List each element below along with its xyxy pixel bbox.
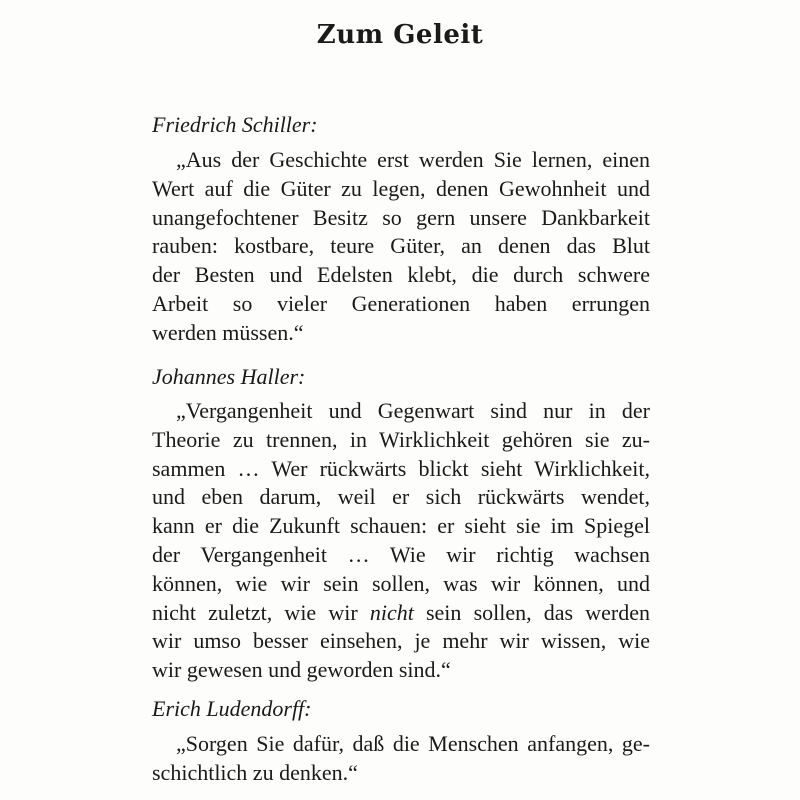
quote-line: Wert auf die Güter zu legen, denen Gewohnheit und	[152, 175, 650, 201]
quote-line: unangefochtener Besitz so gern unsere Dankbarkeit	[152, 204, 650, 230]
quote-line: rauben: kostbare, teure Güter, an denen das Blut	[152, 233, 650, 259]
quote-line: der Vergangenheit … Wie wir richtig wachsen	[152, 541, 650, 567]
quote-line: „Vergangenheit und Gegenwart sind nur in der	[176, 398, 650, 423]
quote-author-schiller: Friedrich Schiller:	[152, 112, 318, 137]
quote-line: Arbeit so vieler Generationen haben errungen	[152, 290, 650, 316]
quote-line-part: sein sollen, das werden	[425, 599, 650, 625]
quote-author-haller: Johannes Haller:	[152, 364, 306, 389]
quote-ludendorff	[152, 730, 650, 788]
page-title: Zum Geleit	[316, 20, 484, 50]
quote-line: kann er die Zukunft schauen: er sieht sie im Spiegel	[152, 513, 650, 539]
quote-line: sammen … Wer rückwärts blickt sieht Wirklichkeit,	[152, 455, 650, 481]
quote-haller	[152, 397, 650, 685]
quote-line: und eben darum, weil er sich rückwärts wendet,	[152, 484, 650, 510]
quote-line: werden müssen.“	[152, 319, 304, 345]
quote-line: der Besten und Edelsten klebt, die durch schwere	[152, 262, 650, 288]
quote-schiller	[152, 146, 650, 348]
quote-line: wir umso besser einsehen, je mehr wir wissen, wie	[152, 628, 650, 654]
quote-line: Theorie zu trennen, in Wirklichkeit gehören sie zu-	[152, 426, 650, 452]
quote-author-ludendorff: Erich Ludendorff:	[152, 696, 312, 721]
emphasized-word: nicht	[369, 599, 414, 625]
quote-line: wir gewesen und geworden sind.“	[152, 657, 451, 683]
quote-line: können, wie wir sein sollen, was wir können, und	[152, 570, 650, 596]
quote-line: „Aus der Geschichte erst werden Sie lernen, einen	[176, 147, 650, 172]
quote-line	[152, 599, 650, 628]
quote-line: „Sorgen Sie dafür, daß die Menschen anfangen, ge-	[176, 731, 650, 756]
quote-line-part: nicht zuletzt, wie wir	[152, 599, 358, 625]
quote-line: schichtlich zu denken.“	[152, 759, 358, 785]
